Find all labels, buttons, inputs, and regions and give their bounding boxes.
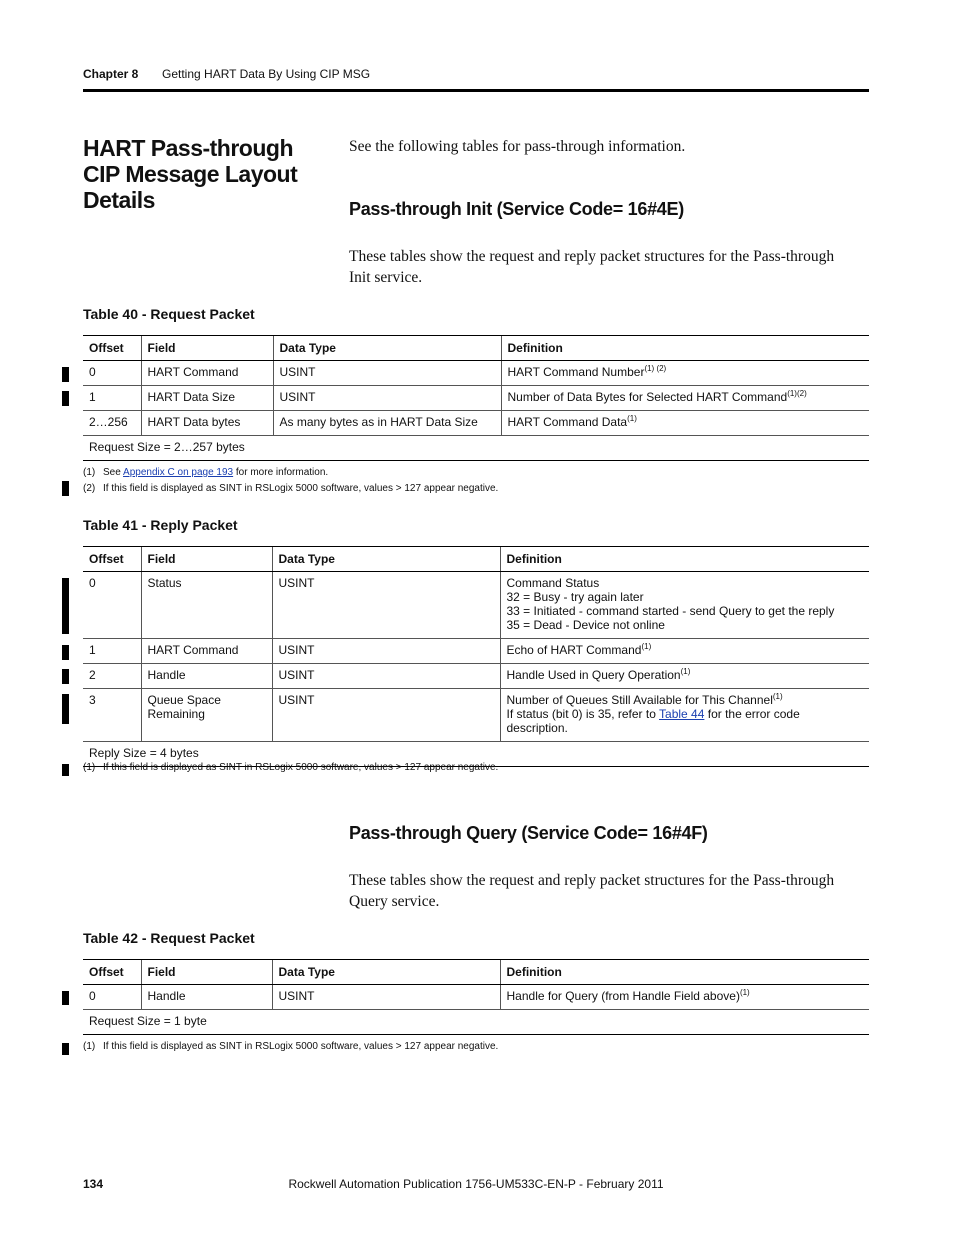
cell-offset: 0	[83, 361, 141, 386]
footnote-text: If this field is displayed as SINT in RSLogix 5000 software, values > 127 appear negative.	[103, 762, 499, 773]
cell-definition	[501, 386, 869, 411]
col-offset: Offset	[83, 547, 141, 572]
footnote-text: If this field is displayed as SINT in RSLogix 5000 software, values > 127 appear negative.	[103, 1041, 499, 1052]
request-size: Request Size = 1 byte	[83, 1010, 869, 1035]
cell-definition	[501, 411, 869, 436]
table-row	[83, 411, 869, 436]
table-row	[83, 639, 869, 664]
change-bar	[62, 669, 69, 684]
cell-type: USINT	[272, 572, 500, 639]
query-heading: Pass-through Query (Service Code= 16#4F)	[349, 823, 708, 843]
definition-text: Number of Data Bytes for Selected HART Command	[507, 390, 788, 404]
definition-line: 35 = Dead - Device not online	[506, 618, 665, 632]
definition-text: for the error code description.	[506, 707, 800, 735]
init-paragraph: These tables show the request and reply packet structures for the Pass-through Init service.	[349, 248, 835, 286]
footnote-text: for more information.	[235, 467, 329, 478]
change-bar	[62, 764, 69, 776]
cell-definition	[500, 572, 869, 639]
definition-text: If status (bit 0) is 35, refer to	[506, 707, 656, 721]
table-header-row	[83, 960, 869, 985]
definition-line: 32 = Busy - try again later	[506, 590, 644, 604]
table-row	[83, 985, 869, 1010]
cell-definition	[500, 689, 869, 742]
table-row	[83, 361, 869, 386]
appendix-link[interactable]: Appendix C on page 193	[123, 467, 234, 478]
cell-type: USINT	[272, 664, 500, 689]
cell-type: USINT	[272, 639, 500, 664]
init-heading: Pass-through Init (Service Code= 16#4E)	[349, 199, 684, 219]
cell-offset: 0	[83, 985, 141, 1010]
chapter-label: Chapter 8	[83, 67, 139, 81]
cell-field: HART Command	[141, 639, 272, 664]
cell-field: Status	[141, 572, 272, 639]
cell-type: USINT	[272, 985, 500, 1010]
col-field: Field	[141, 960, 272, 985]
cell-field: Handle	[141, 664, 272, 689]
cell-type: USINT	[273, 361, 501, 386]
footnote	[83, 466, 328, 480]
table40-caption: Table 40 - Request Packet	[83, 306, 255, 322]
section-title: HART Pass-through CIP Message Layout Details	[83, 135, 298, 213]
table42	[83, 959, 869, 1035]
cell-offset: 3	[83, 689, 141, 742]
cell-field: Handle	[141, 985, 272, 1010]
change-bar	[62, 391, 69, 406]
cell-offset: 1	[83, 386, 141, 411]
cell-type: As many bytes as in HART Data Size	[273, 411, 501, 436]
col-field: Field	[141, 336, 273, 361]
table-row	[83, 689, 869, 742]
col-definition: Definition	[501, 336, 869, 361]
definition-text: HART Command Number	[507, 365, 645, 379]
table-summary-row	[83, 1010, 869, 1035]
footnote-text: If this field is displayed as SINT in RSLogix 5000 software, values > 127 appear negative.	[103, 483, 499, 494]
table41	[83, 546, 869, 767]
change-bar	[62, 694, 69, 724]
footnote-ref: (1)	[641, 642, 652, 651]
cell-type: USINT	[272, 689, 500, 742]
table-row	[83, 572, 869, 639]
publication-info: Rockwell Automation Publication 1756-UM533C-EN-P - February 2011	[288, 1177, 664, 1191]
footnote-number: (1)	[83, 762, 96, 773]
footnote-ref: (1)(2)	[787, 389, 807, 398]
table42-caption: Table 42 - Request Packet	[83, 930, 255, 946]
table-row	[83, 386, 869, 411]
definition-line: 33 = Initiated - command started - send Query to get the reply	[506, 604, 835, 618]
table-header-row	[83, 547, 869, 572]
col-data-type: Data Type	[273, 336, 501, 361]
footnote-number: (1)	[83, 467, 96, 478]
cell-offset: 2	[83, 664, 141, 689]
change-bar	[62, 645, 69, 660]
definition-text: Handle for Query (from Handle Field above)	[506, 989, 740, 1003]
page-number: 134	[83, 1177, 104, 1191]
cell-offset: 2…256	[83, 411, 141, 436]
definition-text: HART Command Data	[507, 415, 628, 429]
cell-field: HART Data Size	[141, 386, 273, 411]
change-bar	[62, 991, 69, 1005]
col-definition: Definition	[500, 547, 869, 572]
change-bar	[62, 481, 69, 496]
table44-link[interactable]: Table 44	[659, 707, 705, 721]
col-offset: Offset	[83, 336, 141, 361]
cell-definition	[501, 361, 869, 386]
header-rule	[83, 89, 869, 92]
cell-offset: 0	[83, 572, 141, 639]
footnote-text: See	[103, 467, 121, 478]
query-paragraph: These tables show the request and reply packet structures for the Pass-through Query service.	[349, 872, 835, 910]
definition-text: Number of Queues Still Available for This Channel	[506, 693, 773, 707]
cell-definition	[500, 639, 869, 664]
cell-type: USINT	[273, 386, 501, 411]
footnote-ref: (1)	[680, 667, 691, 676]
change-bar	[62, 578, 69, 634]
col-data-type: Data Type	[272, 960, 500, 985]
col-definition: Definition	[500, 960, 869, 985]
cell-offset: 1	[83, 639, 141, 664]
intro-text: See the following tables for pass-through information.	[349, 138, 686, 155]
footnote-ref: (1)	[627, 414, 637, 423]
cell-definition	[500, 664, 869, 689]
change-bar	[62, 367, 69, 382]
footnote-number: (1)	[83, 1041, 96, 1052]
definition-text: Handle Used in Query Operation	[506, 668, 681, 682]
cell-field: HART Command	[141, 361, 273, 386]
reply-size: Reply Size = 4 bytes	[83, 742, 869, 767]
footnote	[83, 482, 498, 496]
footnote	[83, 761, 498, 775]
table-row	[83, 664, 869, 689]
footnote-ref: (1)	[772, 692, 783, 701]
table-summary-row	[83, 436, 869, 461]
chapter-title: Getting HART Data By Using CIP MSG	[162, 67, 371, 81]
col-field: Field	[141, 547, 272, 572]
table40	[83, 335, 869, 461]
col-data-type: Data Type	[272, 547, 500, 572]
table-header-row	[83, 336, 869, 361]
cell-field: HART Data bytes	[141, 411, 273, 436]
footnote-number: (2)	[83, 483, 96, 494]
footnote-ref: (1) (2)	[644, 364, 667, 373]
definition-text: Echo of HART Command	[506, 643, 642, 657]
cell-definition	[500, 985, 869, 1010]
definition-line: Command Status	[506, 576, 600, 590]
footnote	[83, 1040, 498, 1054]
request-size: Request Size = 2…257 bytes	[83, 436, 869, 461]
cell-field: Queue Space Remaining	[141, 689, 272, 742]
col-offset: Offset	[83, 960, 141, 985]
footnote-ref: (1)	[739, 988, 750, 997]
change-bar	[62, 1043, 69, 1055]
table41-caption: Table 41 - Reply Packet	[83, 517, 238, 533]
